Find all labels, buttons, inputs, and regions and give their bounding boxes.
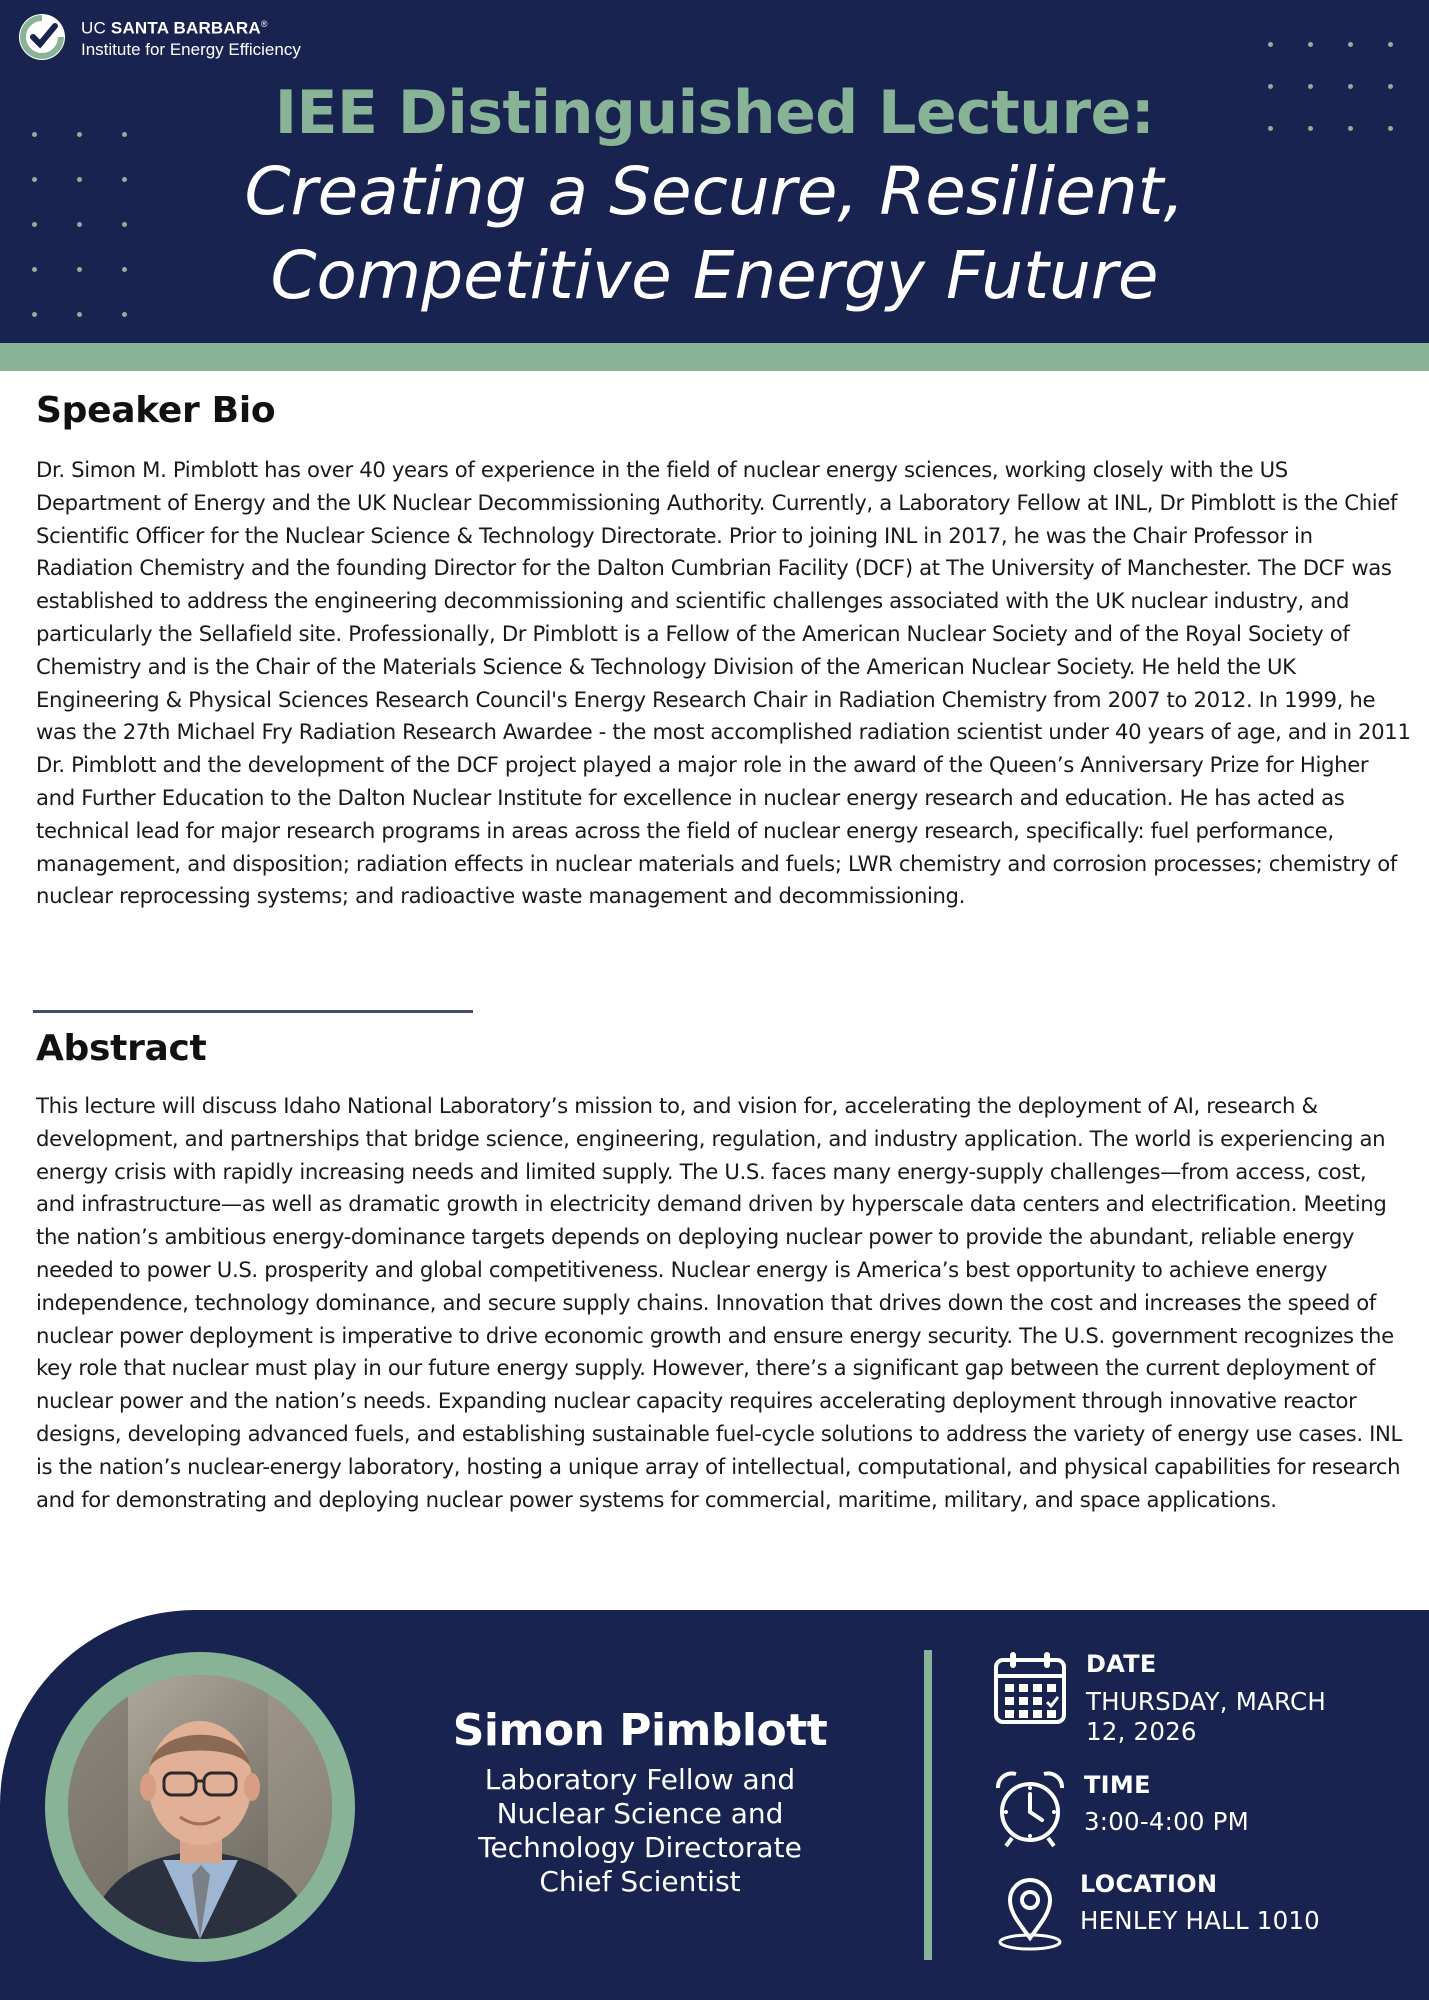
footer-vertical-divider <box>924 1650 932 1960</box>
lecture-series-title: IEE Distinguished Lecture: <box>274 78 1155 148</box>
lecture-title <box>0 150 1429 318</box>
speaker-role <box>410 1763 870 1899</box>
lecture-title-line-1: Creating a Secure, Resilient, <box>244 153 1185 230</box>
logo-text <box>81 14 301 60</box>
speaker-bio-heading: Speaker Bio <box>36 390 276 431</box>
speaker-role-line: Nuclear Science and <box>496 1797 784 1830</box>
abstract-text: This lecture will discuss Idaho National Laboratory’s mission to, and vision for, accelerating the deployment of AI, research & development, and partnerships that bridge science, engineering, regulation, and industry application. The world is experiencing an energy crisis with rapidly increasing needs and limited supply. The U.S. faces many energy-supply challenges—from access, cost, and infrastructure—as well as dramatic growth in electricity demand driven by hyperscale data centers and electrification. Meeting the nation’s ambitious energy-dominance targets depends on deploying nuclear power to provide the abundant, reliable energy needed to power U.S. prosperity and global competitiveness. Nuclear energy is America’s best opportunity to achieve energy independence, technology dominance, and secure supply chains. Innovation that drives down the cost and increases the speed of nuclear power deployment is imperative to drive economic growth and ensure energy security. The U.S. government recognizes the key role that nuclear must play in our future energy supply. However, there’s a significant gap between the current deployment of nuclear power and the nation’s needs. Expanding nuclear capacity requires accelerating deployment through innovative reactor designs, developing advanced fuels, and establishing sustainable fuel-cycle solutions to address the variety of energy use cases. INL is the nation’s nuclear-energy laboratory, hosting a unique array of intellectual, computational, and physical capabilities for research and for demonstrating and deploying nuclear power systems for commercial, maritime, military, and space applications. <box>36 1093 1402 1512</box>
iee-logo <box>17 12 301 62</box>
map-pin-icon <box>990 1872 1070 1952</box>
section-divider <box>33 1010 473 1013</box>
time-label: TIME <box>1084 1771 1151 1799</box>
speaker-role-line: Technology Directorate <box>478 1831 802 1864</box>
header-banner <box>0 0 1429 343</box>
time-value: 3:00-4:00 PM <box>1084 1807 1249 1836</box>
speaker-role-line: Chief Scientist <box>539 1865 741 1898</box>
logo-university: UC SANTA BARBARA® <box>81 18 268 38</box>
speaker-portrait <box>68 1675 332 1939</box>
speaker-photo <box>68 1675 332 1939</box>
speaker-bio-text: Dr. Simon M. Pimblott has over 40 years of experience in the field of nuclear energy sciences, working closely with the US Department of Energy and the UK Nuclear Decommissioning Authority. Currently, a Laboratory Fellow at INL, Dr Pimblott is the Chief Scientific Officer for the Nuclear Science & Technology Directorate. Prior to joining INL in 2017, he was the Chair Professor in Radiation Chemistry and the founding Director for the Dalton Cumbrian Facility (DCF) at The University of Manchester. The DCF was established to address the engineering decommissioning and scientific challenges associated with the UK nuclear industry, and particularly the Sellafield site. Professionally, Dr Pimblott is a Fellow of the American Nuclear Society and of the Royal Society of Chemistry and is the Chair of the Materials Science & Technology Division of the American Nuclear Society. He held the UK Engineering & Physical Sciences Research Council's Energy Research Chair in Radiation Chemistry from 2007 to 2012. In 1999, he was the 27th Michael Fry Radiation Research Awardee - the most accomplished radiation scientist under 40 years of age, and in 2011 Dr. Pimblott and the development of the DCF project played a major role in the award of the Queen’s Anniversary Prize for Higher and Further Education to the Dalton Nuclear Institute for excellence in nuclear energy research and education. He has acted as technical lead for major research programs in areas across the field of nuclear energy research, specifically: fuel performance, management, and disposition; radiation effects in nuclear materials and fuels; LWR chemistry and corrosion processes; chemistry of nuclear reprocessing systems; and radioactive waste management and decommissioning. <box>36 457 1411 909</box>
iee-logo-icon <box>17 12 67 62</box>
speaker-role-line: Laboratory Fellow and <box>484 1763 796 1796</box>
speaker-name: Simon Pimblott <box>452 1705 828 1756</box>
abstract-heading: Abstract <box>36 1028 207 1069</box>
date-value-line: THURSDAY, MARCH <box>1086 1687 1326 1716</box>
alarm-clock-icon <box>990 1768 1070 1848</box>
header-accent-band <box>0 343 1429 371</box>
date-value-line: 12, 2026 <box>1086 1717 1197 1746</box>
logo-institute: Institute for Energy Efficiency <box>81 39 301 59</box>
calendar-icon <box>990 1648 1070 1728</box>
lecture-title-line-2: Competitive Energy Future <box>270 237 1159 314</box>
date-value <box>1086 1687 1326 1747</box>
location-value: HENLEY HALL 1010 <box>1080 1906 1320 1935</box>
date-label: DATE <box>1086 1650 1157 1678</box>
location-label: LOCATION <box>1080 1870 1218 1898</box>
